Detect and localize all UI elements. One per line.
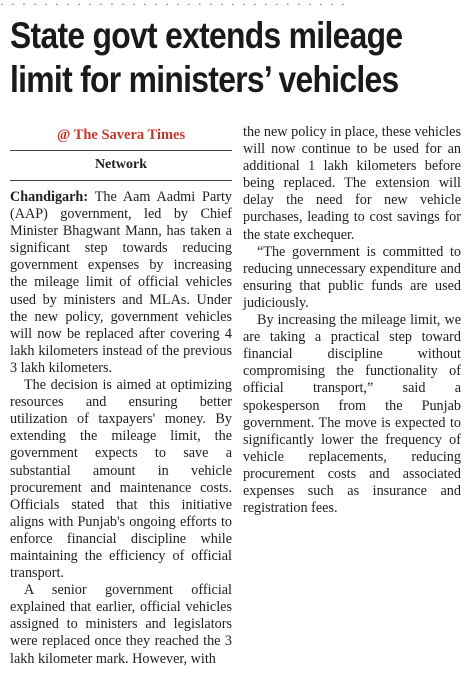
paragraph-3 xyxy=(10,582,232,667)
dateline: Chandigarh: xyxy=(10,189,89,205)
clipped-previous-text: · · · · · · · · · · · · · · · · · · · · · · · · · · · · · · · · xyxy=(0,0,347,8)
network-label: Network xyxy=(10,157,232,181)
article-column-right xyxy=(243,124,461,517)
paragraph-2: The decision is aimed at optimizing resources and ensuring better utilization of taxpayers' money. By extending the mileage limit, the government expects to save a substantial amount in vehicle procurement and maintenance costs. Officials stated that this initiative aligns with Punjab's ongoing efforts to enforce financial discipline while maintaining the efficiency of official transport. xyxy=(10,377,232,582)
paragraph-1-text: The Aam Aadmi Party (AAP) government, led by Chief Minister Bhagwant Mann, has taken a significant step towards reducing government expenses by increasing the mileage limit of official vehicles used by ministers and MLAs. Under the new policy, government vehicles will now be replaced after covering 4 lakh kilometers instead of the previous 3 lakh kilometers. xyxy=(10,189,232,376)
headline: State govt extends mileage limit for ministers’ vehicles xyxy=(10,15,403,100)
paragraph-3-text: A senior government official explained that earlier, official vehicles assigned to ministers and legislators were replaced once they reached the 3 lakh kilometer mark. However, with xyxy=(10,582,232,667)
paragraph-3-continued: the new policy in place, these vehicles will now continue to be used for an additional 1 lakh kilometers before being replaced. The extension will delay the need for new vehicle purchases, leading to cost savings for the state exchequer. xyxy=(243,124,461,243)
paragraph-4: “The government is committed to reducing unnecessary expenditure and ensuring that public funds are used judiciously. xyxy=(243,243,461,311)
article-column-left xyxy=(10,124,232,668)
paragraph-5: By increasing the mileage limit, we are taking a practical step toward financial discipline without compromising the functionality of official transport,” said a spokesperson from the Punjab government. The move is expected to significantly lower the frequency of vehicle replacements, reducing procurement costs and associated expenses such as insurance and registration fees. xyxy=(243,312,461,517)
paragraph-1 xyxy=(10,189,232,377)
byline: @ The Savera Times xyxy=(10,127,232,151)
